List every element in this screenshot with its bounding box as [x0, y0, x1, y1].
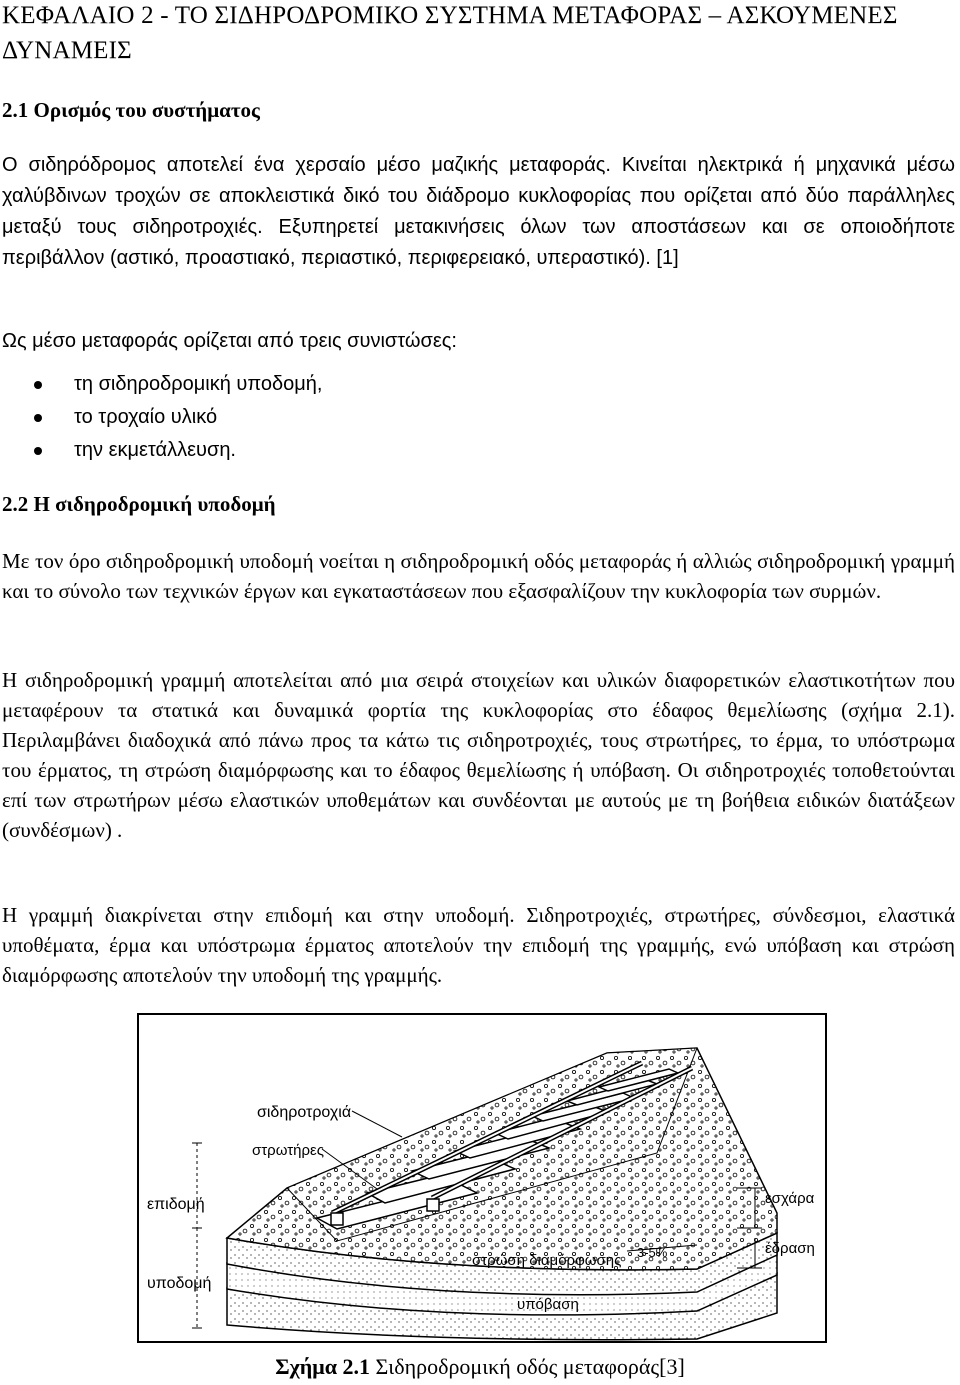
railway-cross-section-figure — [137, 1013, 827, 1343]
label-seat: έδραση — [765, 1240, 815, 1257]
paragraph-infrastructure-definition: Με τον όρο σιδηροδρομική υποδομή νοείται η σιδηροδρομική οδός μεταφοράς ή αλλιώς σιδηροδρομική γραμμή και το σύνολο των τεχνικών έργων και εγκαταστάσεων που εξασφαλίζουν την κυκλοφορία των συρμών. — [2, 549, 955, 603]
components-list — [0, 368, 322, 467]
label-ballast-grid: εσχάρα — [765, 1190, 815, 1207]
bullet-icon — [34, 447, 42, 455]
paragraph-track-composition: Η σιδηροδρομική γραμμή αποτελείται από μια σειρά στοιχείων και υλικών διαφορετικών ελαστικοτήτων που μεταφέρουν τα στατικά και δυναμικά φορτία της κυκλοφορίας στο έδαφος θεμελίωσης (σχήμα 2.1). Περιλαμβάνει διαδοχικά από πάνω προς τα κάτω τις σιδηροτροχιές, τους στρωτήρες, το έρμα, το υπόστρωμα του έρματος, τη στρώση διαμόρφωσης και το έδαφος θεμελίωσης ή υπόβαση. Οι σιδηροτροχιές τοποθετούνται επί των στρωτήρων μέσω ελαστικών υποθεμάτων και συνδέονται με αυτούς με τη βοήθεια ειδικών διατάξεων (συνδέσμων) . — [2, 668, 955, 842]
paragraph-track-division: Η γραμμή διακρίνεται στην επιδομή και στην υποδομή. Σιδηροτροχιές, στρωτήρες, σύνδεσμοι, ελαστικά υποθέματα, έρμα και υπόστρωμα έρματος αποτελούν την επιδομή της γραμμής, ενώ υπόβαση και στρώση διαμόρφωσης αποτελούν την υποδομή της γραμμής. — [2, 903, 955, 987]
label-formation-layer: στρώση διαμόρφωσης — [472, 1252, 622, 1269]
section-heading-2-2: 2.2 Η σιδηροδρομική υποδομή — [2, 492, 276, 516]
chapter-title: ΚΕΦΑΛΑΙΟ 2 - ΤΟ ΣΙΔΗΡΟΔΡΟΜΙΚΟ ΣΥΣΤΗΜΑ ΜΕΤΑΦΟΡΑΣ – ΑΣΚΟΥΜΕΝΕΣ ΔΥΝΑΜΕΙΣ — [2, 2, 898, 64]
figure-caption: Σχήμα 2.1 Σιδηροδρομική οδός μεταφοράς[3] — [275, 1354, 685, 1379]
list-item: το τροχαίο υλικό — [0, 401, 322, 434]
label-slope: 3-5% — [637, 1245, 668, 1260]
list-item: τη σιδηροδρομική υποδομή, — [0, 368, 322, 401]
label-superstructure: επιδομή — [147, 1196, 205, 1213]
bullet-icon — [34, 381, 42, 389]
label-rail: σιδηροτροχιά — [257, 1104, 352, 1121]
paragraph-definition: Ο σιδηρόδρομος αποτελεί ένα χερσαίο μέσο μαζικής μεταφοράς. Κινείται ηλεκτρικά ή μηχανικά μέσω χαλύβδινων τροχών σε αποκλειστικά δικό του διάδρομο κυκλοφορίας που ορίζεται από δύο παράλληλες μεταξύ τους σιδηροτροχιές. Εξυπηρετεί μετακινήσεις όλων των αποστάσεων και σε οποιοδήποτε περιβάλλον (αστικό, προαστιακό, περιαστικό, περιφερειακό, υπεραστικό). [1] — [2, 154, 955, 269]
paragraph-components-intro: Ως μέσο μεταφοράς ορίζεται από τρεις συνιστώσες: — [2, 330, 457, 352]
label-sleepers: στρωτήρες — [252, 1142, 324, 1159]
rail-profile — [427, 1199, 439, 1211]
rail-profile — [331, 1213, 343, 1225]
section-heading-2-1: 2.1 Ορισμός του συστήματος — [2, 98, 260, 122]
label-subgrade: υπόβαση — [517, 1296, 579, 1313]
bullet-icon — [34, 414, 42, 422]
label-substructure: υποδομή — [147, 1275, 212, 1292]
list-item: την εκμετάλλευση. — [0, 434, 322, 467]
